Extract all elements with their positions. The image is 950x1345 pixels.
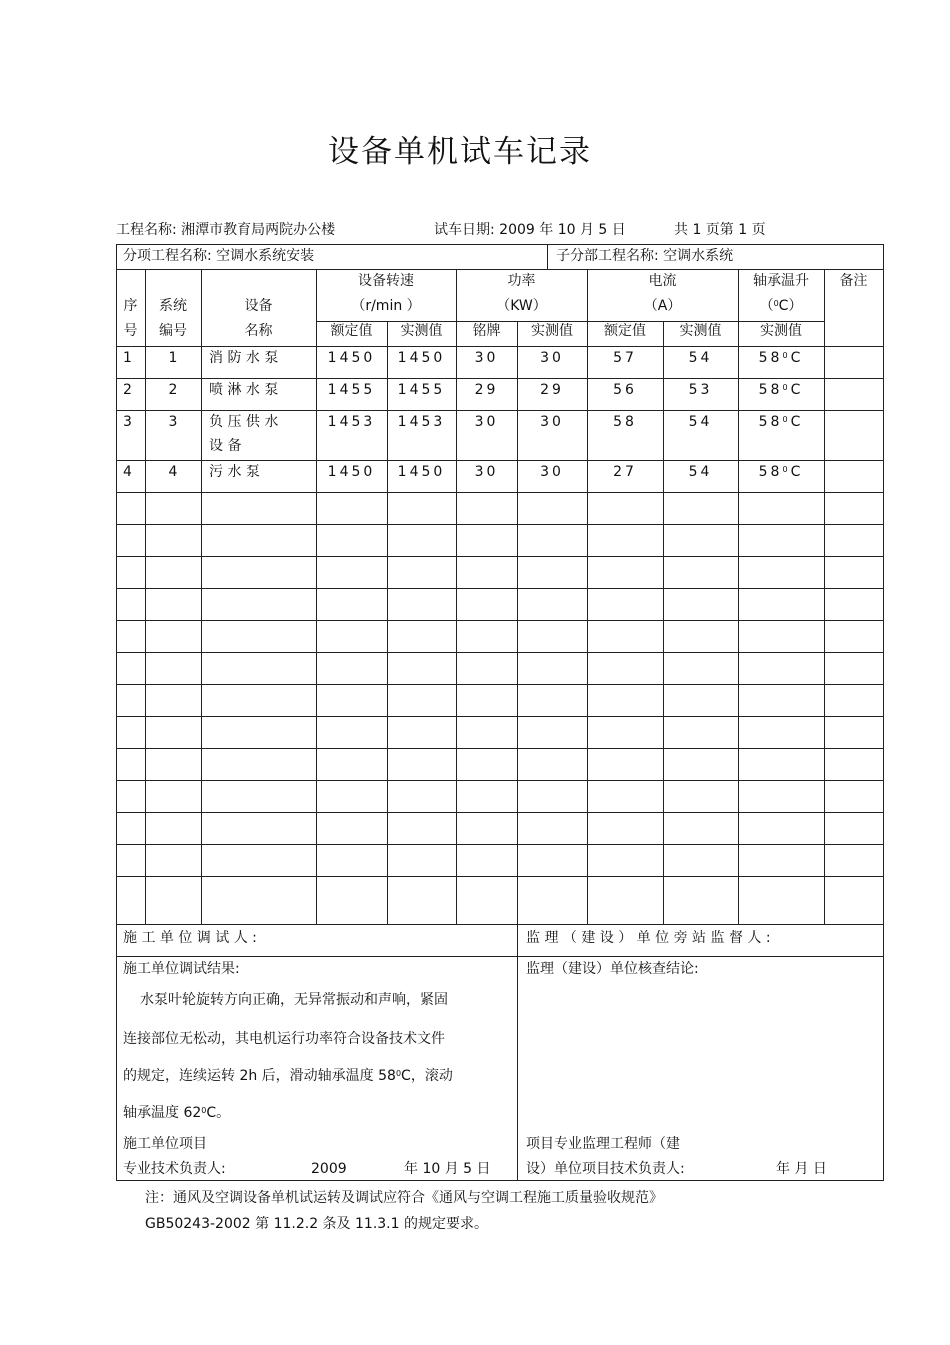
degree-sign: 0 (782, 465, 791, 474)
note-line-1: 注：通风及空调设备单机试运转及调试应符合《通风与空调工程施工质量验收规范》 (145, 1190, 663, 1206)
table-rule (116, 684, 884, 685)
supervision-engineer-label-2: 设）单位项目技术负责人: (526, 1161, 685, 1177)
row-bearing-temp-value: 58 (758, 350, 783, 366)
table-rule (116, 956, 884, 957)
row-speed-measured: 1450 (397, 350, 446, 366)
construction-debugger-label: 施 工 单 位 调 试 人 : (123, 930, 257, 946)
row-bearing-temp-value: 58 (758, 382, 783, 398)
table-rule (316, 269, 317, 925)
table-rule (116, 844, 884, 845)
degree-sign: 0 (201, 1106, 207, 1115)
col-power: 功率 (507, 273, 536, 289)
table-rule (145, 269, 146, 925)
sub-speed-measured: 实测值 (400, 323, 443, 339)
table-rule (663, 321, 664, 925)
row-device-name: 负 压 供 水 (209, 414, 279, 430)
test-date: 试车日期: 2009 年 10 月 5 日 (434, 222, 626, 238)
degree-sign: 0 (782, 415, 791, 424)
construction-lead-label-2: 专业技术负责人: (123, 1161, 226, 1177)
document-title: 设备单机试车记录 (328, 134, 592, 170)
supervision-sign-date: 年 月 日 (776, 1161, 827, 1177)
row-speed-rated: 1453 (327, 414, 376, 430)
col-speed: 设备转速 (358, 273, 414, 289)
table-rule (116, 812, 884, 813)
table-rule (116, 244, 884, 245)
page-count: 共 1 页第 1 页 (674, 222, 766, 238)
row-current-rated: 56 (613, 382, 637, 398)
line-3-unit: C，滚动 (401, 1068, 453, 1084)
table-rule (587, 269, 588, 925)
row-current-rated: 27 (613, 464, 637, 480)
row-seq: 4 (123, 464, 132, 480)
col-bearing-unit (738, 297, 824, 315)
table-rule (116, 524, 884, 525)
table-rule (116, 924, 884, 925)
table-rule (456, 269, 457, 925)
row-system-no: 1 (168, 350, 178, 366)
row-current-measured: 54 (688, 414, 713, 430)
row-power-measured: 30 (540, 464, 564, 480)
construction-result-line-2: 连接部位无松动，其电机运行功率符合设备技术文件 (123, 1031, 445, 1047)
row-current-measured: 54 (688, 350, 713, 366)
row-system-no: 2 (168, 382, 178, 398)
col-sys-1: 系统 (159, 298, 187, 314)
col-bearing: 轴承温升 (753, 273, 809, 289)
row-power-measured: 30 (540, 414, 564, 430)
row-power-nameplate: 30 (474, 414, 499, 430)
table-rule (547, 244, 548, 270)
construction-sign-date: 年 10 月 5 日 (404, 1161, 491, 1177)
table-rule (517, 321, 518, 925)
row-speed-measured: 1455 (397, 382, 446, 398)
row-power-nameplate: 30 (474, 464, 499, 480)
sub-speed-rated: 额定值 (330, 323, 373, 339)
row-speed-rated: 1450 (327, 464, 376, 480)
table-rule (116, 620, 884, 621)
row-system-no: 4 (168, 464, 178, 480)
col-dev-1: 设备 (244, 298, 273, 314)
table-rule (116, 1180, 884, 1181)
line-4-text: 轴承温度 62 (123, 1105, 202, 1121)
col-seq-1: 序 (123, 298, 138, 314)
row-speed-rated: 1455 (327, 382, 376, 398)
row-device-name: 喷 淋 水 泵 (209, 382, 279, 398)
row-bearing-temp (738, 381, 824, 399)
row-current-rated: 57 (613, 350, 637, 366)
col-dev-2: 名称 (244, 323, 273, 339)
construction-result-title: 施工单位调试结果: (123, 961, 240, 977)
col-sys-2: 编号 (159, 323, 187, 339)
table-rule (387, 321, 388, 925)
row-current-measured: 54 (688, 464, 713, 480)
line-3-text: 的规定，连续运转 2h 后，滑动轴承温度 58 (123, 1068, 396, 1084)
row-bearing-temp (738, 349, 824, 367)
table-rule (116, 378, 884, 379)
row-current-rated: 58 (613, 414, 637, 430)
table-rule (116, 780, 884, 781)
supervision-engineer-label-1: 项目专业监理工程师（建 (526, 1136, 680, 1152)
construction-result-line-3 (123, 1067, 453, 1085)
line-4-unit: C。 (206, 1105, 231, 1121)
row-device-name-2: 设 备 (209, 438, 242, 454)
table-rule (116, 876, 884, 877)
degree-sign: 0 (782, 351, 791, 360)
sub-current-measured: 实测值 (679, 323, 722, 339)
degree-sign: 0 (782, 383, 791, 392)
supervision-witness-label: 监 理 （ 建 设 ） 单 位 旁 站 监 督 人 : (526, 930, 771, 946)
row-power-measured: 30 (540, 350, 564, 366)
degree-sign: 0 (395, 1069, 402, 1078)
sub-power-measured: 实测值 (531, 323, 573, 339)
row-seq: 1 (123, 350, 132, 366)
row-power-nameplate: 29 (474, 382, 499, 398)
row-speed-measured: 1450 (397, 464, 446, 480)
construction-result-line-4 (123, 1104, 230, 1122)
row-speed-rated: 1450 (327, 350, 376, 366)
table-rule (116, 492, 884, 493)
table-rule (824, 269, 825, 925)
row-bearing-temp-value: 58 (758, 414, 783, 430)
row-bearing-temp-value: 58 (758, 464, 783, 480)
construction-sign-year: 2009 (311, 1161, 347, 1177)
table-rule (116, 269, 884, 270)
supervision-conclusion-title: 监理（建设）单位核查结论: (526, 961, 699, 977)
row-system-no: 3 (168, 414, 178, 430)
sub-division-name: 子分部工程名称: 空调水系统 (556, 248, 734, 264)
row-speed-measured: 1453 (397, 414, 446, 430)
table-rule (738, 269, 739, 925)
unit-label: C (790, 464, 804, 480)
sub-bearing-measured: 实测值 (760, 323, 802, 339)
col-seq-2: 号 (123, 323, 138, 339)
row-bearing-temp (738, 413, 824, 431)
table-rule (517, 924, 518, 1181)
sub-power-nameplate: 铭牌 (472, 323, 501, 339)
table-rule (116, 588, 884, 589)
unit-label: C） (778, 298, 803, 314)
row-bearing-temp (738, 463, 824, 481)
row-power-nameplate: 30 (474, 350, 499, 366)
row-power-measured: 29 (540, 382, 564, 398)
row-device-name: 消 防 水 泵 (209, 350, 279, 366)
table-rule (883, 244, 884, 1181)
row-current-measured: 53 (688, 382, 713, 398)
table-rule (116, 410, 884, 411)
row-seq: 2 (123, 382, 132, 398)
table-rule (116, 652, 884, 653)
col-current: 电流 (648, 273, 677, 289)
col-speed-unit: （r/min ） (351, 298, 421, 314)
col-remark: 备注 (839, 273, 868, 289)
row-device-name: 污 水 泵 (209, 464, 260, 480)
project-name: 工程名称: 湘潭市教育局两院办公楼 (116, 222, 336, 238)
table-rule (116, 556, 884, 557)
table-rule (116, 460, 884, 461)
table-rule (116, 748, 884, 749)
construction-result-line-1: 水泵叶轮旋转方向正确，无异常振动和声响，紧固 (140, 992, 448, 1008)
unit-label: C (790, 414, 804, 430)
unit-label: C (790, 382, 804, 398)
note-line-2: GB50243-2002 第 11.2.2 条及 11.3.1 的规定要求。 (145, 1216, 488, 1232)
table-rule (116, 346, 884, 347)
sub-current-rated: 额定值 (604, 323, 646, 339)
col-current-unit: （A） (643, 298, 682, 314)
construction-lead-label-1: 施工单位项目 (123, 1136, 207, 1152)
unit-label: C (790, 350, 804, 366)
table-rule (116, 244, 117, 1181)
table-rule (201, 269, 202, 925)
degree-sign: 0 (773, 299, 779, 308)
col-power-unit: （KW） (496, 298, 547, 314)
sub-project-name: 分项工程名称: 空调水系统安装 (123, 248, 315, 264)
col-bearing-unit-value: （ (759, 298, 774, 314)
row-seq: 3 (123, 414, 132, 430)
table-rule (116, 716, 884, 717)
